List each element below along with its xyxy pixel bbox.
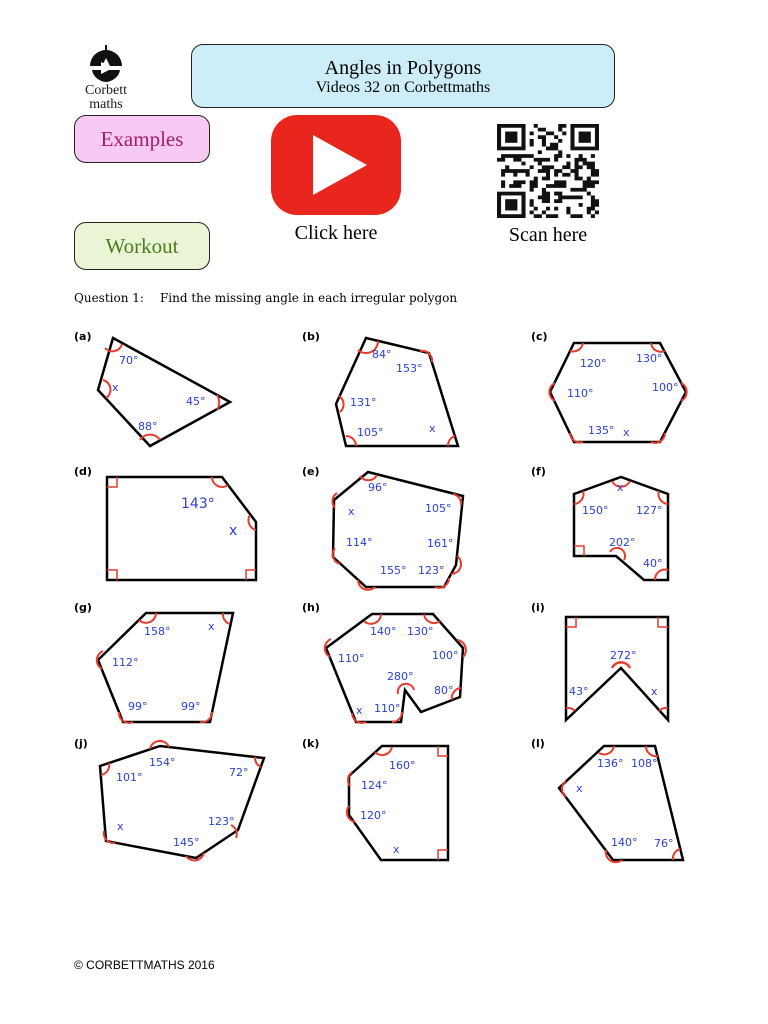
- label-j: (j): [74, 737, 88, 750]
- angle-l-4: 140°: [611, 836, 638, 849]
- angle-j-2: 101°: [116, 771, 143, 784]
- polygon-k: [347, 746, 448, 860]
- label-h: (h): [302, 601, 320, 614]
- angle-a-4: 88°: [138, 420, 158, 433]
- page-subtitle: Videos 32 on Corbettmaths: [315, 79, 491, 96]
- scan-here-label: Scan here: [508, 224, 588, 246]
- polygon-d: [107, 477, 256, 580]
- angle-a-3: 45°: [186, 395, 206, 408]
- label-d: (d): [74, 465, 92, 478]
- angle-e-6: 155°: [380, 564, 407, 577]
- angle-i-2: 43°: [569, 685, 589, 698]
- angle-d-1: 143°: [181, 496, 215, 512]
- angle-h-2: 130°: [407, 625, 434, 638]
- angle-e-5: 161°: [427, 537, 454, 550]
- angle-j-4: x: [117, 820, 124, 833]
- angle-i-3: x: [651, 685, 658, 698]
- angle-c-4: 100°: [652, 381, 679, 394]
- polygon-a: [98, 338, 230, 446]
- angle-j-3: 72°: [229, 766, 249, 779]
- label-l: (l): [531, 737, 545, 750]
- angle-l-3: x: [576, 782, 583, 795]
- angle-c-2: 130°: [636, 352, 663, 365]
- angle-g-5: 99°: [181, 700, 201, 713]
- angle-g-4: 99°: [128, 700, 148, 713]
- label-e: (e): [302, 465, 320, 478]
- angle-d-2: x: [229, 523, 238, 539]
- polygon-b: [336, 338, 458, 446]
- angle-k-2: 124°: [361, 779, 388, 792]
- angle-g-2: x: [208, 620, 215, 633]
- angle-h-7: x: [356, 704, 363, 717]
- angle-e-1: 96°: [368, 481, 388, 494]
- label-g: (g): [74, 601, 92, 614]
- angle-b-2: 153°: [396, 362, 423, 375]
- angle-j-6: 145°: [173, 836, 200, 849]
- label-c: (c): [531, 330, 548, 343]
- angle-l-2: 108°: [631, 757, 658, 770]
- polygon-f: [574, 477, 668, 580]
- polygon-e: [332, 472, 463, 590]
- examples-button[interactable]: Examples: [74, 115, 210, 163]
- angle-b-1: 84°: [372, 348, 392, 361]
- polygon-j: [100, 741, 264, 861]
- angle-g-3: 112°: [112, 656, 139, 669]
- logo-text-corbett: Corbett: [85, 83, 127, 98]
- angle-b-3: 131°: [350, 396, 377, 409]
- angle-b-5: x: [429, 422, 436, 435]
- angle-f-3: 127°: [636, 504, 663, 517]
- question-number: Question 1:: [74, 291, 144, 305]
- angle-k-3: 120°: [360, 809, 387, 822]
- angle-h-4: 100°: [432, 649, 459, 662]
- angle-b-4: 105°: [357, 426, 384, 439]
- workout-button[interactable]: Workout: [74, 222, 210, 270]
- angle-c-3: 110°: [567, 387, 594, 400]
- angle-k-4: x: [393, 843, 400, 856]
- polygon-g: [97, 613, 233, 723]
- angle-c-6: x: [623, 426, 630, 439]
- angle-f-1: x: [617, 481, 624, 494]
- angle-c-1: 120°: [580, 357, 607, 370]
- angle-h-5: 280°: [387, 670, 414, 683]
- angle-e-3: 105°: [425, 502, 452, 515]
- angle-l-5: 76°: [654, 837, 674, 850]
- angle-k-1: 160°: [389, 759, 416, 772]
- angle-h-8: 110°: [374, 702, 401, 715]
- polygon-c: [549, 343, 686, 443]
- angle-c-5: 135°: [588, 424, 615, 437]
- polygon-h: [325, 614, 466, 723]
- angle-g-1: 158°: [144, 625, 171, 638]
- label-b: (b): [302, 330, 320, 343]
- angle-f-2: 150°: [582, 504, 609, 517]
- angle-a-2: x: [112, 381, 119, 394]
- angle-h-6: 80°: [434, 684, 454, 697]
- question-text: Find the missing angle in each irregular polygon: [159, 291, 458, 305]
- angle-e-7: 123°: [418, 564, 445, 577]
- angle-i-1: 272°: [610, 649, 637, 662]
- angle-e-2: x: [348, 505, 355, 518]
- angle-f-5: 40°: [643, 557, 663, 570]
- label-i: (i): [531, 601, 545, 614]
- angle-h-3: 110°: [338, 652, 365, 665]
- angle-f-4: 202°: [609, 536, 636, 549]
- polygon-i: [566, 617, 668, 720]
- label-k: (k): [302, 737, 320, 750]
- polygon-l: [559, 746, 683, 862]
- label-a: (a): [74, 330, 92, 343]
- angle-l-1: 136°: [597, 757, 624, 770]
- copyright-footer: © CORBETTMATHS 2016: [74, 958, 215, 972]
- click-here-label[interactable]: Click here: [294, 222, 378, 244]
- angle-j-1: 154°: [149, 756, 176, 769]
- label-f: (f): [531, 465, 546, 478]
- page-title: Angles in Polygons: [324, 57, 482, 79]
- angle-e-4: 114°: [346, 536, 373, 549]
- angle-h-1: 140°: [370, 625, 397, 638]
- logo-text-maths: maths: [89, 97, 123, 112]
- angle-a-1: 70°: [119, 354, 139, 367]
- angle-j-5: 123°: [208, 815, 235, 828]
